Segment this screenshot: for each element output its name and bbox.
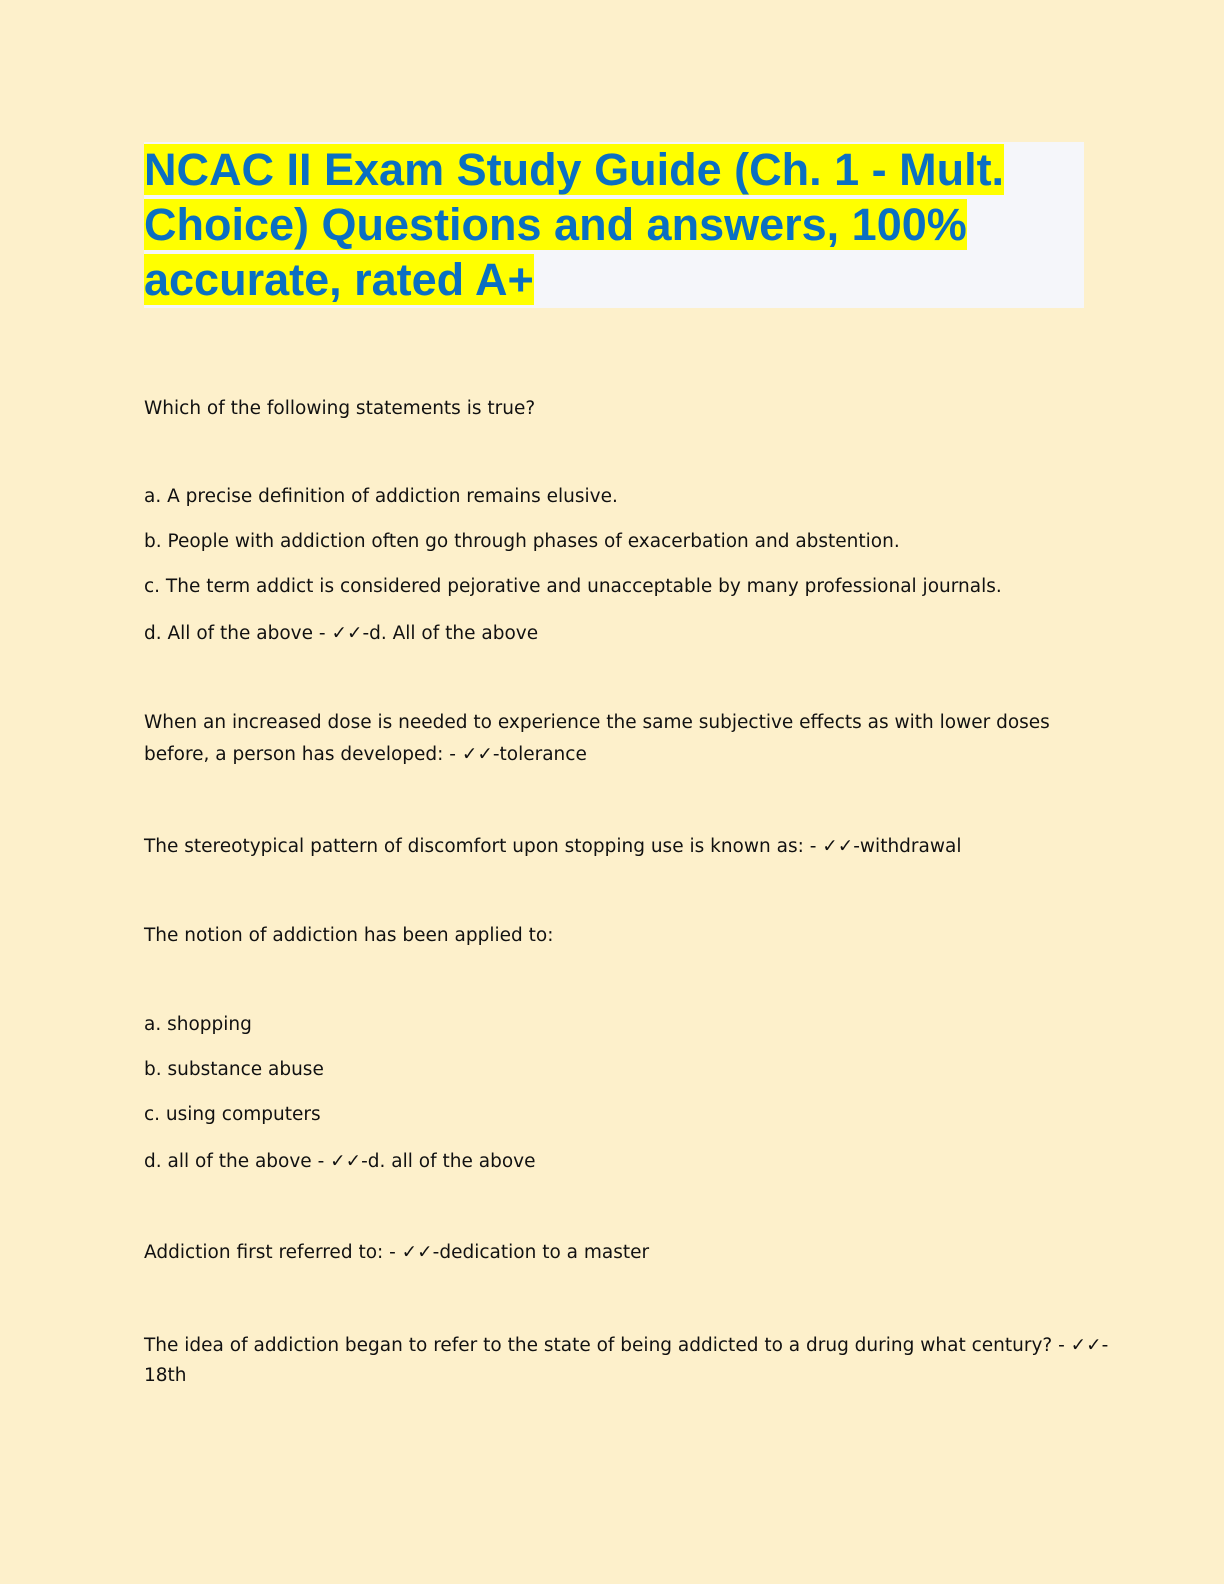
title-line-1: NCAC II Exam Study Guide (Ch. 1 - Mult. (144, 144, 1005, 195)
question-4-option-a: a. shopping (144, 1014, 252, 1035)
question-2-line-1: When an increased dose is needed to experience the same subjective effects as with lower doses (144, 712, 1050, 733)
question-6-line-1: The idea of addiction began to refer to the state of being addicted to a drug during what century? - ✓✓- (144, 1335, 1109, 1356)
question-5-answer: Addiction first referred to: - ✓✓-dedication to a master (144, 1242, 650, 1263)
question-1-option-b: b. People with addiction often go through phases of exacerbation and abstention. (144, 531, 900, 552)
question-1-option-d-answer: d. All of the above - ✓✓-d. All of the above (144, 623, 539, 644)
question-4-option-c: c. using computers (144, 1104, 321, 1125)
document-title (144, 142, 1084, 307)
question-1-option-c: c. The term addict is considered pejorative and unacceptable by many professional journals. (144, 576, 1002, 597)
question-2-line-2-answer: before, a person has developed: - ✓✓-tolerance (144, 744, 587, 765)
question-1-option-a: a. A precise definition of addiction remains elusive. (144, 486, 618, 507)
question-4-option-b: b. substance abuse (144, 1059, 324, 1080)
question-4: The notion of addiction has been applied to: (144, 925, 554, 946)
title-line-2: Choice) Questions and answers, 100% (144, 199, 967, 250)
question-4-option-d-answer: d. all of the above - ✓✓-d. all of the above (144, 1151, 536, 1172)
question-6-line-2-answer: 18th (144, 1365, 187, 1386)
question-3-answer: The stereotypical pattern of discomfort upon stopping use is known as: - ✓✓-withdrawal (144, 836, 962, 857)
title-line-3: accurate, rated A+ (144, 254, 534, 305)
question-1: Which of the following statements is true? (144, 398, 536, 419)
